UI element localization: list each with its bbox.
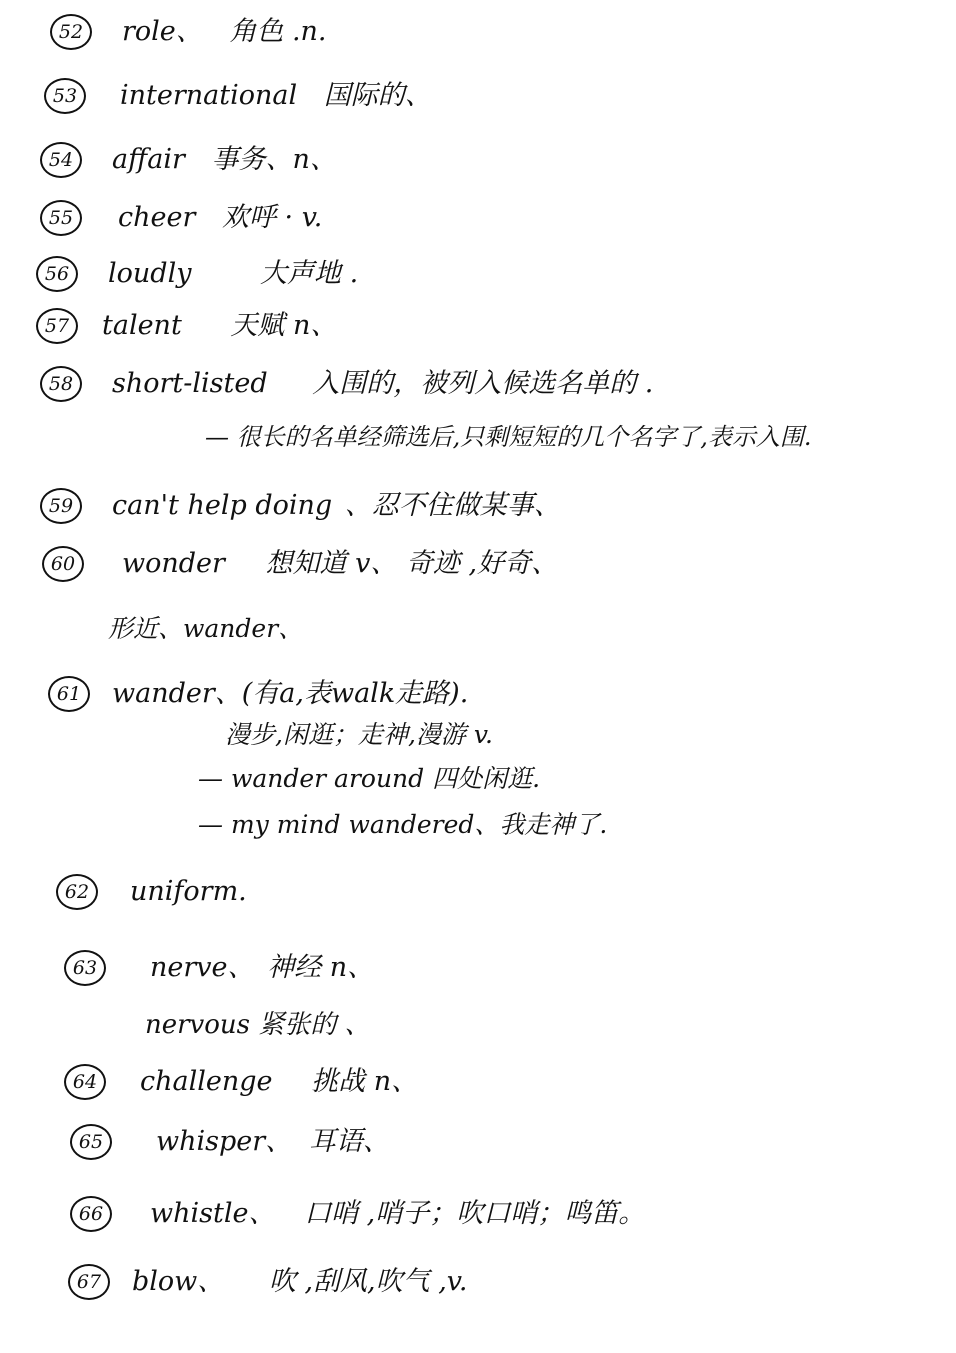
entry-line — [112, 366, 653, 402]
entry-meaning: 想知道 v、 奇迹 ,好奇、 — [265, 548, 559, 579]
entry-word: uniform. — [130, 876, 247, 907]
entry-number: 65 — [70, 1124, 112, 1160]
entry-meaning: 口哨 ,哨子；吹口哨；鸣笛。 — [304, 1198, 646, 1229]
entry-meaning: 国际的、 — [323, 80, 432, 111]
entry-meaning: 角色 .n. — [229, 16, 327, 47]
entry-number: 60 — [42, 546, 84, 582]
entry-line — [112, 676, 486, 712]
entry-line — [122, 14, 327, 50]
entry-word: wonder — [122, 548, 225, 579]
entry-number: 55 — [40, 200, 82, 236]
entry-word: international — [120, 80, 298, 111]
entry-word: talent — [102, 310, 182, 341]
entry-line — [130, 874, 265, 910]
entry-word: nerve、 — [150, 952, 255, 983]
wander-example-2: — my mind wandered、我走神了. — [198, 810, 608, 839]
nervous-note: nervous 紧张的 、 — [145, 1010, 371, 1040]
entry-meaning: 耳语、 — [308, 1126, 390, 1157]
shortlisted-note: — 很长的名单经筛选后,只剩短短的几个名字了,表示入围. — [205, 423, 812, 451]
entry-number: 66 — [70, 1196, 112, 1232]
entry-line — [122, 546, 558, 582]
entry-meaning: 神经 n、 — [267, 952, 375, 983]
entry-meaning: 欢呼 · v. — [221, 202, 323, 233]
entry-word: challenge — [140, 1066, 273, 1097]
entry-word: whistle、 — [150, 1198, 276, 1229]
wander-meaning: 漫步,闲逛；走神,漫游 v. — [225, 720, 493, 749]
entry-meaning: 、忍不住做某事、 — [344, 490, 561, 521]
entry-number: 62 — [56, 874, 98, 910]
entry-line — [132, 1264, 467, 1300]
entry-line — [112, 142, 337, 178]
wonder-similar-note: 形近、wander、 — [108, 614, 304, 643]
entry-word: whisper、 — [156, 1126, 293, 1157]
entry-number: 54 — [40, 142, 82, 178]
entry-word: cheer — [118, 202, 196, 233]
entry-line — [150, 1196, 645, 1232]
wander-example-1: — wander around 四处闲逛. — [198, 764, 541, 793]
entry-line — [140, 1064, 418, 1100]
entry-line — [112, 488, 561, 524]
entry-meaning: 挑战 n、 — [311, 1066, 419, 1097]
entry-line — [108, 256, 358, 292]
entry-number: 52 — [50, 14, 92, 50]
entry-number: 53 — [44, 78, 86, 114]
entry-line — [118, 200, 322, 236]
entry-word: can't help doing — [112, 490, 333, 521]
entry-number: 59 — [40, 488, 82, 524]
entry-meaning: 天赋 n、 — [230, 310, 338, 341]
entry-line — [156, 1124, 390, 1160]
entry-line — [120, 78, 432, 114]
entry-number: 61 — [48, 676, 90, 712]
entry-word: role、 — [122, 16, 203, 47]
entry-word: blow、 — [132, 1266, 225, 1297]
entry-meaning: 事务、n、 — [211, 144, 337, 175]
entry-meaning: 入围的，被列入候选名单的 . — [312, 368, 654, 399]
entry-word: wander、(有a,表walk走路). — [112, 678, 469, 709]
entry-number: 63 — [64, 950, 106, 986]
entry-line — [102, 308, 337, 344]
entry-number: 56 — [36, 256, 78, 292]
entry-number: 58 — [40, 366, 82, 402]
entry-word: loudly — [108, 258, 192, 289]
entry-number: 57 — [36, 308, 78, 344]
entry-meaning: 大声地 . — [260, 258, 359, 289]
entry-number: 64 — [64, 1064, 106, 1100]
entry-line — [150, 950, 374, 986]
entry-number: 67 — [68, 1264, 110, 1300]
entry-word: short-listed — [112, 368, 268, 399]
entry-word: affair — [112, 144, 185, 175]
entry-meaning: 吹 ,刮风,吹气 ,v. — [268, 1266, 468, 1297]
